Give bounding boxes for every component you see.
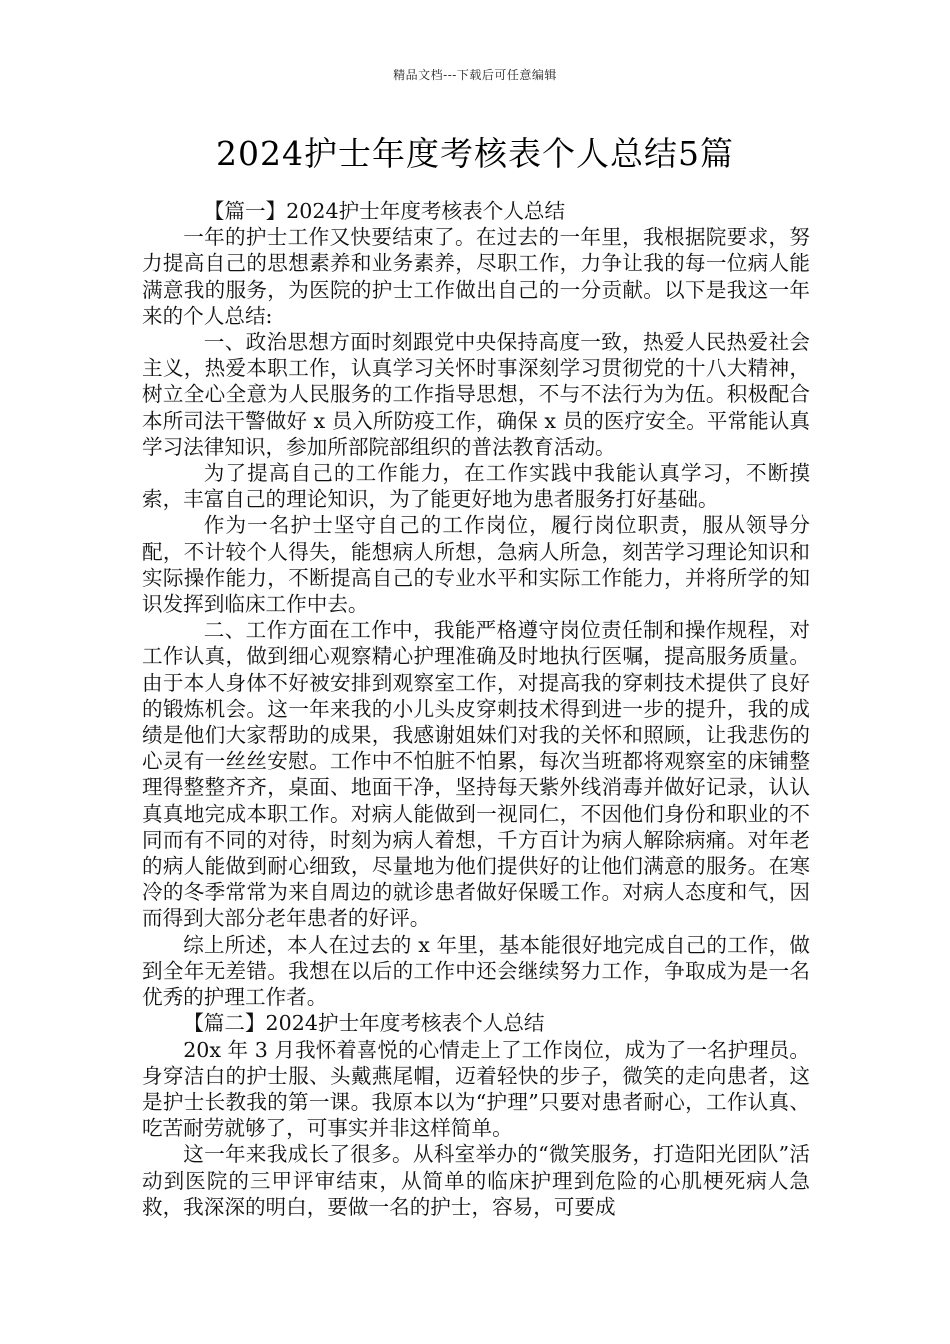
document-body — [142, 198, 810, 1220]
document-title: 2024护士年度考核表个人总结5篇 — [216, 134, 734, 173]
paragraph: 综上所述，本人在过去的 x 年里，基本能很好地完成自己的工作，做到全年无差错。我想在以后的工作中还会继续努力工作，争取成为是一名优秀的护理工作者。 — [142, 932, 810, 1010]
paragraph: 为了提高自己的工作能力，在工作实践中我能认真学习，不断摸索，丰富自己的理论知识，为了能更好地为患者服务打好基础。 — [142, 461, 810, 512]
paragraph: 一、政治思想方面时刻跟党中央保持高度一致，热爱人民热爱社会主义，热爱本职工作，认真学习关怀时事深刻学习贯彻党的十八大精神，树立全心全意为人民服务的工作指导思想，不与不法行为为伍。积极配合本所司法干警做好 x 员入所防疫工作，确保 x 员的医疗安全。平常能认真学习法律知识，参加所部院部组织的普法教育活动。 — [142, 330, 810, 459]
section-heading-1: 【篇一】2024护士年度考核表个人总结 — [203, 199, 566, 223]
section-heading-2: 【篇二】2024护士年度考核表个人总结 — [183, 1011, 545, 1036]
paragraph: 20x 年 3 月我怀着喜悦的心情走上了工作岗位，成为了一名护理员。身穿洁白的护士服、头戴燕尾帽，迈着轻快的步子，微笑的走向患者，这是护士长教我的第一课。我原本以为“护理”只要对患者耐心，工作认真、吃苦耐劳就够了，可事实并非这样简单。 — [142, 1037, 810, 1141]
paragraph: 作为一名护士坚守自己的工作岗位，履行岗位职责，服从领导分配，不计较个人得失，能想病人所想，急病人所急，刻苦学习理论知识和实际操作能力，不断提高自己的专业水平和实际工作能力，并将所学的知识发挥到临床工作中去。 — [142, 513, 810, 617]
paragraph: 一年的护士工作又快要结束了。在过去的一年里，我根据院要求，努力提高自己的思想素养和业务素养，尽职工作，力争让我的每一位病人能满意我的服务，为医院的护士工作做出自己的一分贡献。以下是我这一年来的个人总结: — [142, 225, 810, 328]
paragraph: 这一年来我成长了很多。从科室举办的“微笑服务，打造阳光团队”活动到医院的三甲评审结束，从简单的临床护理到危险的心肌梗死病人急救，我深深的明白，要做一名的护士，容易，可要成 — [142, 1142, 810, 1219]
header-note: 精品文档---下载后可任意编辑 — [393, 68, 557, 82]
paragraph: 二、工作方面在工作中，我能严格遵守岗位责任制和操作规程，对工作认真，做到细心观察精心护理准确及时地执行医嘱，提高服务质量。由于本人身体不好被安排到观察室工作，对提高我的穿刺技术提供了良好的锻炼机会。这一年来我的小儿头皮穿刺技术得到进一步的提升，我的成绩是他们大家帮助的成果，我感谢姐妹们对我的关怀和照顾，让我悲伤的心灵有一丝丝安慰。工作中不怕脏不怕累，每次当班都将观察室的床铺整理得整整齐齐，桌面、地面干净，坚持每天紫外线消毒并做好记录，认认真真地完成本职工作。对病人能做到一视同仁，不因他们身份和职业的不同而有不同的对待，时刻为病人着想，千方百计为病人解除病痛。对年老的病人能做到耐心细致，尽量地为他们提供好的让他们满意的服务。在寒冷的冬季常常为来自周边的就诊患者做好保暖工作。对病人态度和气，因而得到大部分老年患者的好评。 — [142, 618, 810, 931]
